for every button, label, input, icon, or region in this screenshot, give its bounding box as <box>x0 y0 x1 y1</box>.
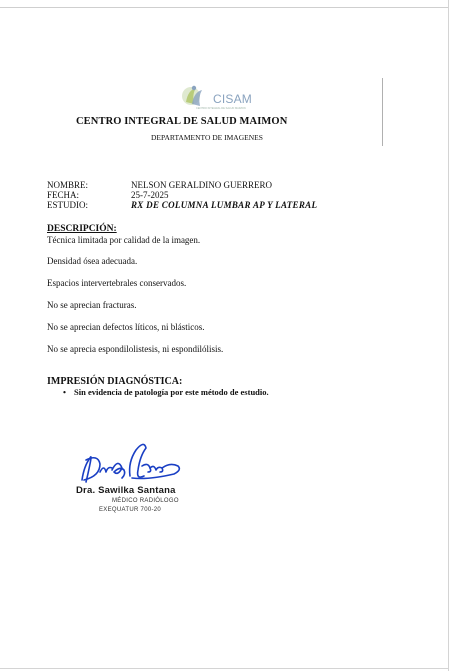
logo-tagline: CENTRO INTEGRAL DE SALUD MAIMON <box>196 107 246 110</box>
finding-item: No se aprecian defectos líticos, ni blásticos. <box>47 322 205 332</box>
header-divider <box>382 78 383 146</box>
department-name: DEPARTAMENTO DE IMAGENES <box>151 133 263 142</box>
page-border-bottom <box>0 668 449 669</box>
doctor-signature <box>78 436 184 486</box>
doctor-exequatur: EXEQUATUR 700-20 <box>99 507 162 513</box>
impression-text: Sin evidencia de patología por este método de estudio. <box>74 387 269 397</box>
patient-name-label: NOMBRE: <box>47 180 89 190</box>
impression-item <box>63 387 269 397</box>
finding-item: Espacios intervertebrales conservados. <box>47 278 187 288</box>
doctor-name: Dra. Sawilka Santana <box>76 485 176 496</box>
finding-item: No se aprecia espondilolistesis, ni espondilólisis. <box>47 344 224 354</box>
finding-item: Densidad ósea adecuada. <box>47 256 138 266</box>
page-border-top <box>0 0 449 8</box>
bullet-icon: • <box>63 387 66 397</box>
finding-item: No se aprecian fracturas. <box>47 300 137 310</box>
impression-title: IMPRESIÓN DIAGNÓSTICA: <box>47 376 183 387</box>
center-name: CENTRO INTEGRAL DE SALUD MAIMON <box>76 116 288 127</box>
study-label: ESTUDIO: <box>47 200 88 210</box>
description-title: DESCRIPCIÓN: <box>47 224 117 234</box>
logo-text: CISAM <box>213 92 253 106</box>
date-value: 25-7-2025 <box>131 190 169 200</box>
patient-name-value: NELSON GERALDINO GUERRERO <box>131 180 272 190</box>
doctor-title: MÉDICO RADIÓLOGO <box>112 498 179 504</box>
finding-item: Técnica limitada por calidad de la imagen. <box>47 235 201 245</box>
date-label: FECHA: <box>47 190 80 200</box>
study-value: RX DE COLUMNA LUMBAR AP Y LATERAL <box>131 200 318 210</box>
